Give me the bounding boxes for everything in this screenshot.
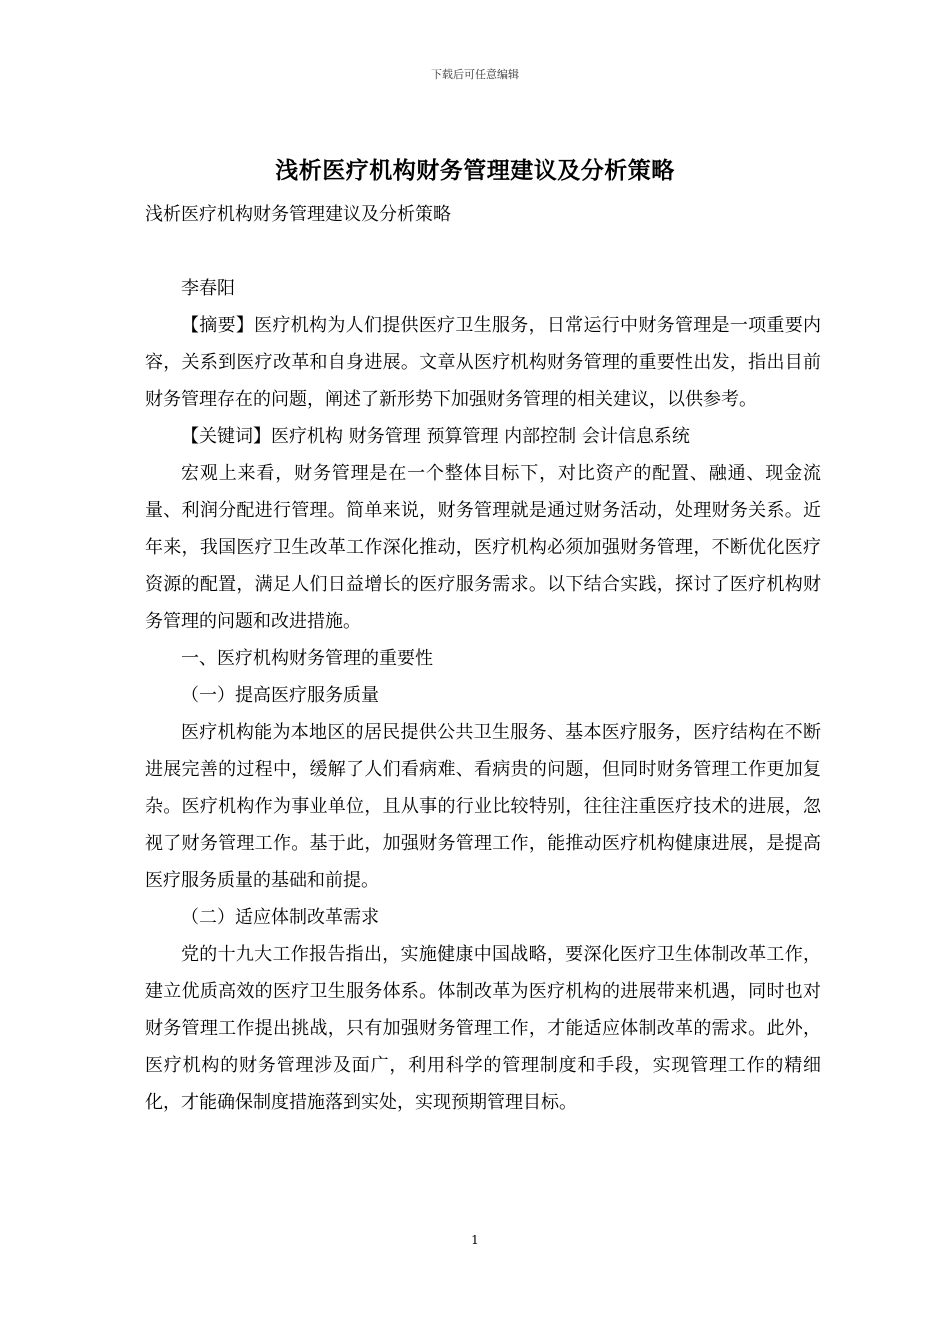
document-subtitle: 浅析医疗机构财务管理建议及分析策略 <box>145 204 451 225</box>
intro-paragraph: 宏观上来看，财务管理是在一个整体目标下，对比资产的配置、融通、现金流量、利润分配进行管理。简单来说，财务管理就是通过财务活动，处理财务关系。近年来，我国医疗卫生改革工作深化推动，医疗机构必须加强财务管理，不断优化医疗资源的配置，满足人们日益增长的医疗服务需求。以下结合实践，探讨了医疗机构财务管理的问题和改进措施。 <box>145 463 821 632</box>
keywords-paragraph: 【关键词】医疗机构 财务管理 预算管理 内部控制 会计信息系统 <box>181 426 690 447</box>
page-number: 1 <box>471 1233 479 1247</box>
author-name: 李春阳 <box>181 278 235 299</box>
document-title: 浅析医疗机构财务管理建议及分析策略 <box>275 157 675 184</box>
abstract-paragraph: 【摘要】医疗机构为人们提供医疗卫生服务，日常运行中财务管理是一项重要内容，关系到医疗改革和自身进展。文章从医疗机构财务管理的重要性出发，指出目前财务管理存在的问题，阐述了新形势下加强财务管理的相关建议，以供参考。 <box>145 315 821 410</box>
document-body <box>145 196 821 1121</box>
section-heading: 一、医疗机构财务管理的重要性 <box>181 648 433 669</box>
header-note: 下载后可任意编辑 <box>431 68 519 81</box>
subsection-heading: （一）提高医疗服务质量 <box>181 685 379 706</box>
body-paragraph: 党的十九大工作报告指出，实施健康中国战略，要深化医疗卫生体制改革工作，建立优质高效的医疗卫生服务体系。体制改革为医疗机构的进展带来机遇，同时也对财务管理工作提出挑战，只有加强财务管理工作，才能适应体制改革的需求。此外，医疗机构的财务管理涉及面广，利用科学的管理制度和手段，实现管理工作的精细化，才能确保制度措施落到实处，实现预期管理目标。 <box>145 944 821 1113</box>
body-paragraph: 医疗机构能为本地区的居民提供公共卫生服务、基本医疗服务，医疗结构在不断进展完善的过程中，缓解了人们看病难、看病贵的问题，但同时财务管理工作更加复杂。医疗机构作为事业单位，且从事的行业比较特别，往往注重医疗技术的进展，忽视了财务管理工作。基于此，加强财务管理工作，能推动医疗机构健康进展，是提高医疗服务质量的基础和前提。 <box>145 722 821 891</box>
subsection-heading: （二）适应体制改革需求 <box>181 907 379 928</box>
